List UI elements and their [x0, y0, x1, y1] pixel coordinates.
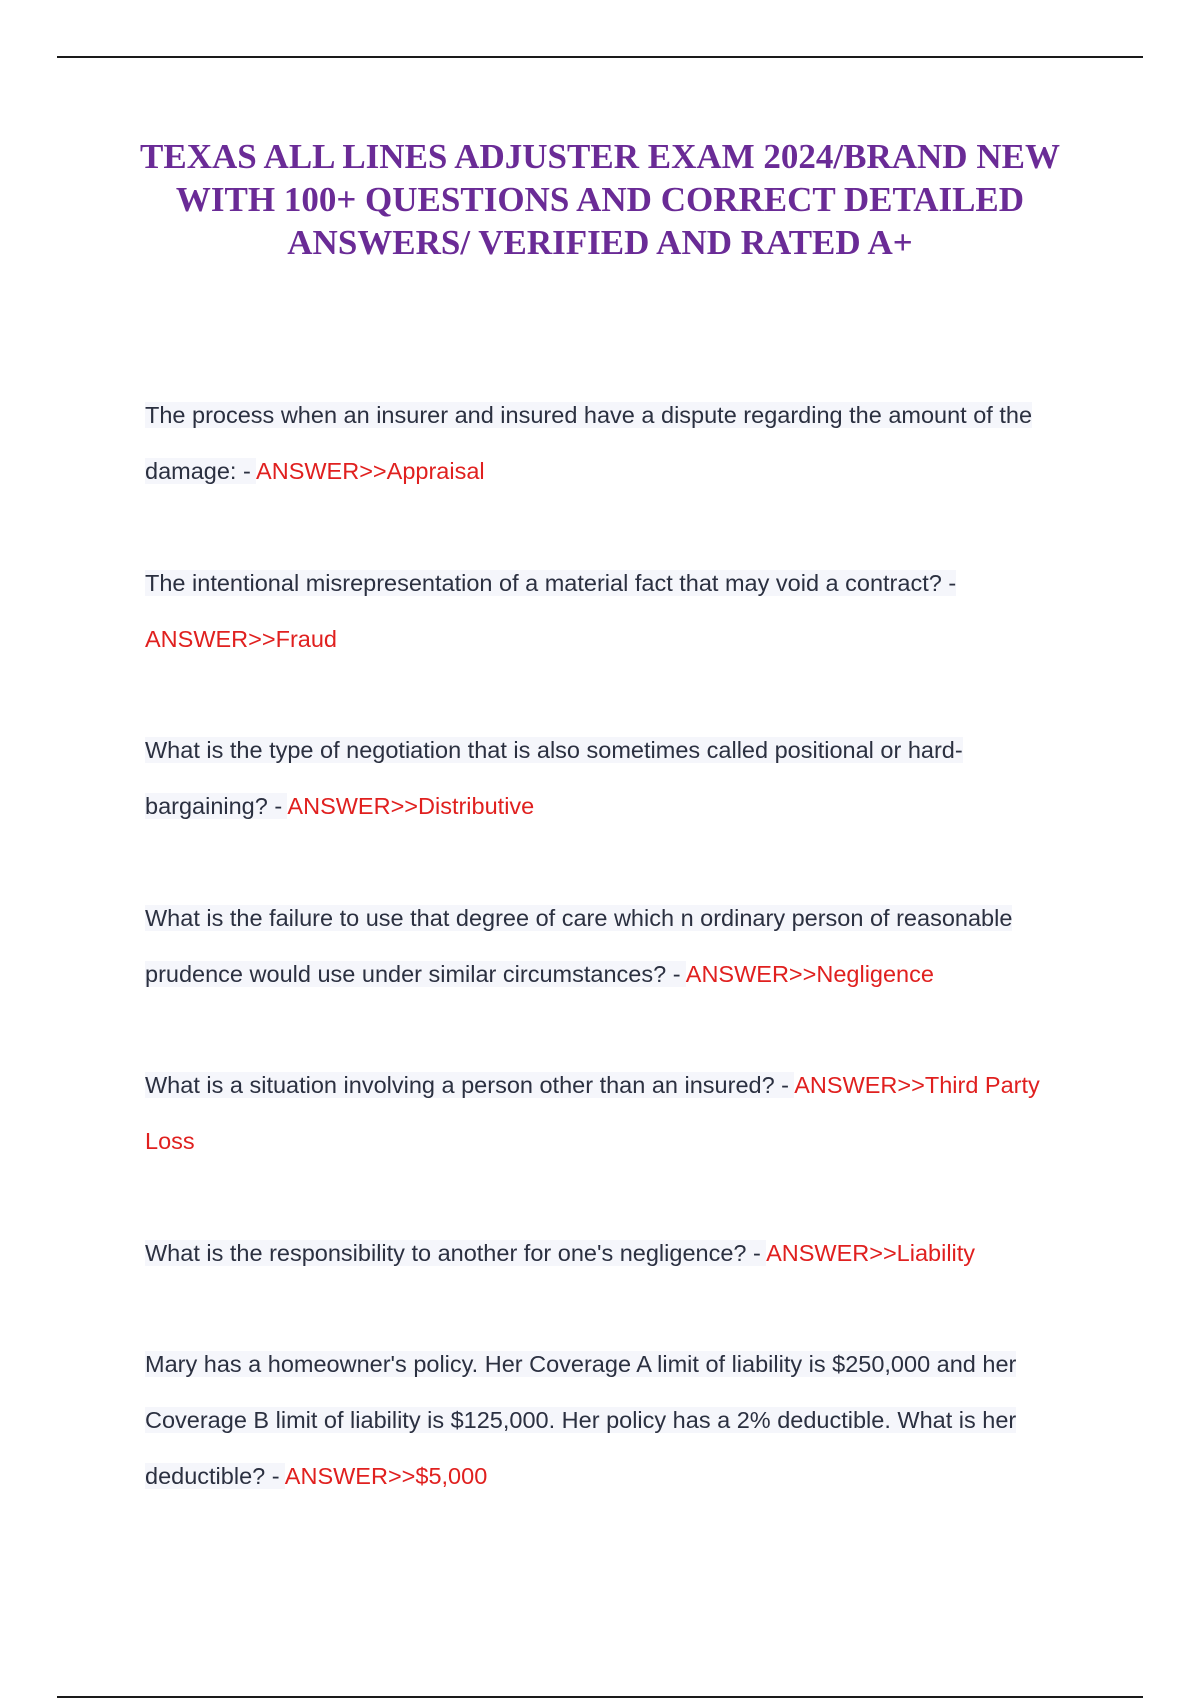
qa-item: [145, 890, 1080, 1002]
answer-text: ANSWER>>Third Party Loss: [145, 1072, 1040, 1154]
question-text: What is a situation involving a person other than an insured? -: [145, 1072, 795, 1098]
question-text: The intentional misrepresentation of a material fact that may void a contract? -: [145, 570, 957, 596]
answer-text: ANSWER>>$5,000: [284, 1463, 488, 1489]
qa-item: [145, 1336, 1080, 1504]
qa-item: [145, 387, 1080, 499]
question-text: What is the responsibility to another for one's negligence? -: [145, 1240, 767, 1266]
answer-text: ANSWER>>Appraisal: [256, 458, 485, 484]
answer-text: ANSWER>>Negligence: [685, 961, 934, 987]
bottom-rule: [57, 1696, 1143, 1698]
answer-text: ANSWER>>Liability: [766, 1240, 976, 1266]
qa-item: [145, 722, 1080, 834]
qa-item: [145, 1225, 1080, 1281]
answer-text: ANSWER>>Distributive: [287, 793, 535, 819]
top-rule: [57, 56, 1143, 58]
question-text: Mary has a homeowner's policy. Her Coverage A limit of liability is $250,000 and her Coverage B limit of liability is $125,000. Her policy has a 2% deductible. What is her deductible? -: [145, 1351, 1017, 1489]
qa-item: [145, 555, 1080, 667]
question-text: The process when an insurer and insured have a dispute regarding the amount of the damage: -: [145, 402, 1033, 484]
answer-text: ANSWER>>Fraud: [145, 626, 337, 652]
question-text: What is the type of negotiation that is also sometimes called positional or hard-bargaining? -: [145, 737, 963, 819]
document-title: TEXAS ALL LINES ADJUSTER EXAM 2024/BRAND NEW WITH 100+ QUESTIONS AND CORRECT DETAILED ANSWERS/ VERIFIED AND RATED A+: [140, 137, 1060, 262]
question-text: What is the failure to use that degree of care which n ordinary person of reasonable prudence would use under similar circumstances? -: [145, 905, 1013, 987]
qa-item: [145, 1057, 1080, 1169]
